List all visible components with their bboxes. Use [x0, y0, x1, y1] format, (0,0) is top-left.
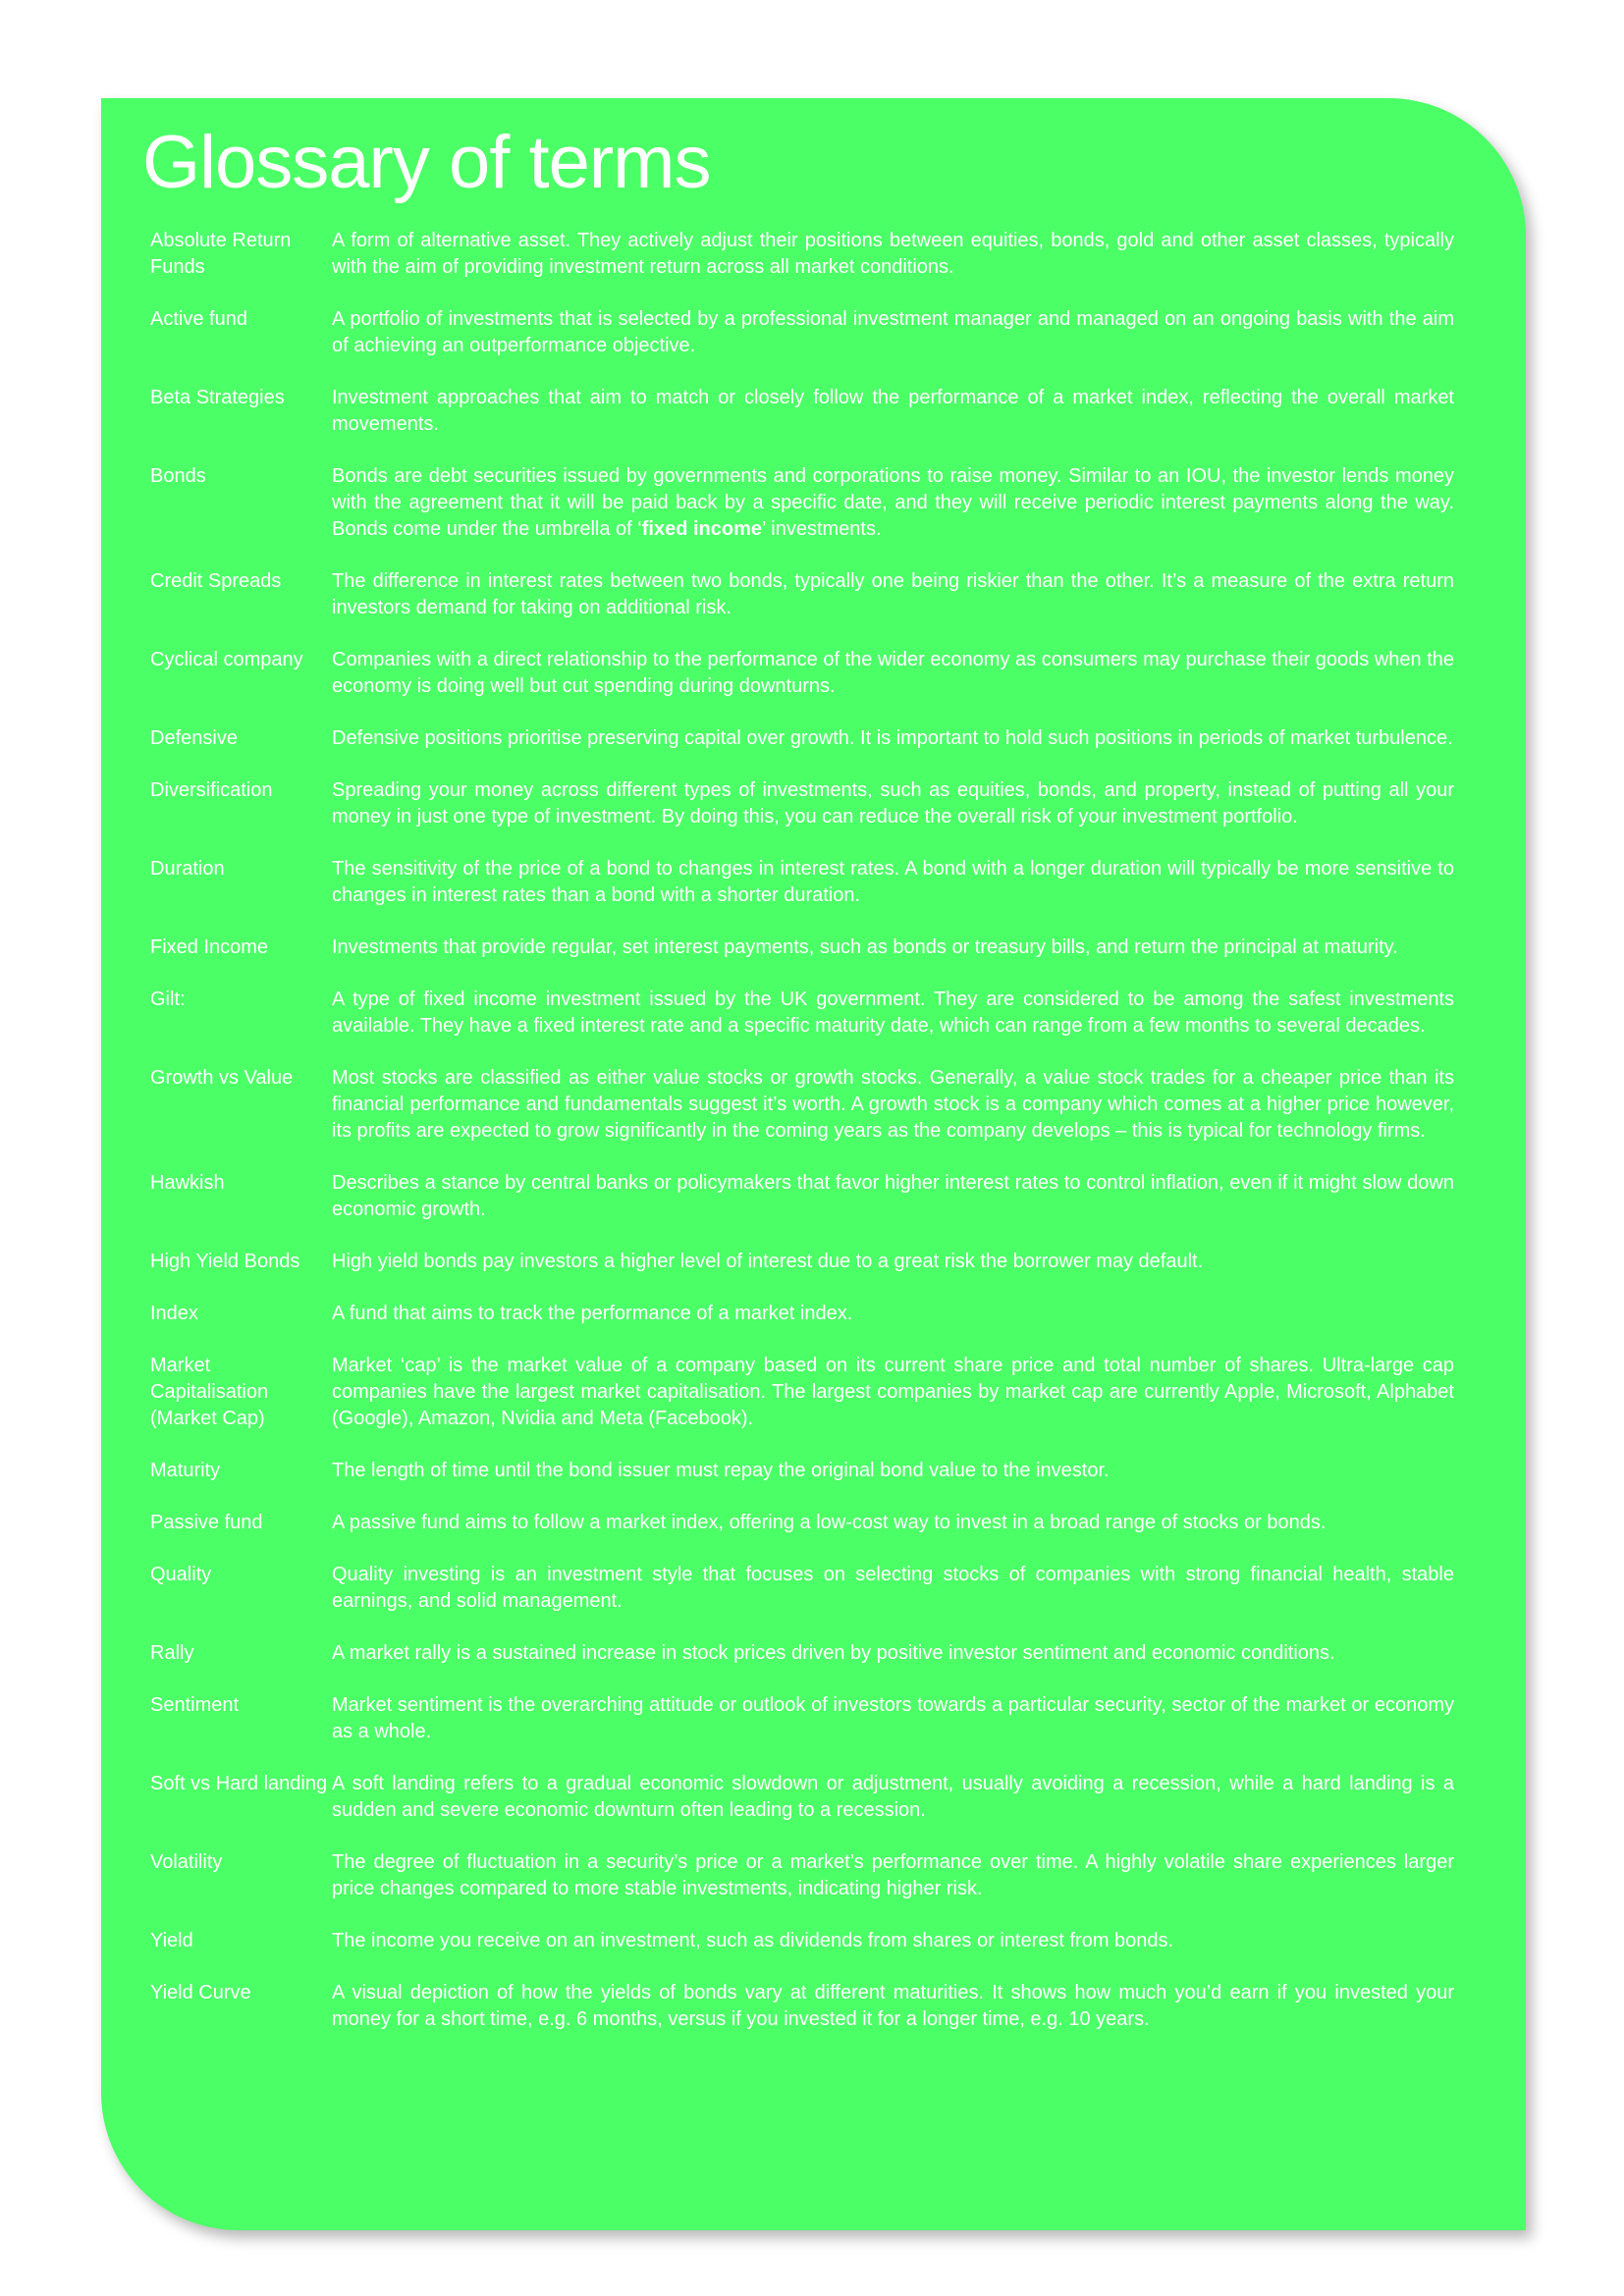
glossary-term: Yield: [150, 1930, 193, 1951]
glossary-definition: Most stocks are classified as either value stocks or growth stocks. Generally, a value stock trades for a cheaper price than its financial performance and fundamentals suggest it’s worth. A growth stock is a company which comes at a higher price however, its profits are expected to grow significantly in the coming years as the company develops – this is typical for technology firms.: [332, 1067, 1454, 1142]
glossary-entry: [150, 647, 1466, 700]
glossary-term: Credit Spreads: [150, 570, 282, 592]
glossary-term: Index: [150, 1303, 198, 1324]
definition-text: Bonds are debt securities issued by governments and corporations to raise money. Similar to an IOU, the investor lends money with the agreement that it will be paid back by a specific date, and they will receive periodic interest payments along the way. Bonds come under the umbrella of ‘: [332, 465, 1454, 540]
glossary-entry: [150, 1510, 1466, 1536]
glossary-term: Duration: [150, 858, 225, 880]
glossary-entry: [150, 385, 1466, 438]
glossary-entry: [150, 1692, 1466, 1745]
definition-text: ’ investments.: [762, 518, 882, 540]
glossary-definition: Spreading your money across different types of investments, such as equities, bonds, and property, instead of putting all your money in just one type of investment. By doing this, you can reduce the overall risk of your investment portfolio.: [332, 779, 1454, 828]
glossary-entry: [150, 463, 1466, 543]
glossary-definition: A passive fund aims to follow a market index, offering a low-cost way to invest in a broad range of stocks or bonds.: [332, 1512, 1326, 1533]
glossary-definition: Quality investing is an investment style that focuses on selecting stocks of companies with strong financial health, stable earnings, and solid management.: [332, 1564, 1454, 1612]
glossary-entry: [150, 725, 1466, 752]
glossary-definition: [332, 463, 1466, 543]
glossary-entry: [150, 1771, 1466, 1824]
glossary-entry: [150, 934, 1466, 961]
glossary-entry: [150, 1980, 1466, 2033]
glossary-definition: Investments that provide regular, set interest payments, such as bonds or treasury bills, and return the principal at maturity.: [332, 936, 1398, 958]
glossary-definition: A market rally is a sustained increase in stock prices driven by positive investor sentiment and economic conditions.: [332, 1642, 1335, 1664]
glossary-term: Quality: [150, 1564, 212, 1585]
glossary-entry: [150, 1249, 1466, 1275]
glossary-entry: [150, 1065, 1466, 1145]
glossary-term: Cyclical company: [150, 649, 303, 670]
glossary-entry: [150, 1301, 1466, 1327]
glossary-definition: Investment approaches that aim to match or closely follow the performance of a market index, reflecting the overall market movements.: [332, 387, 1454, 435]
definition-emphasis: fixed income: [641, 518, 762, 540]
glossary-entry: [150, 306, 1466, 359]
glossary-term: Defensive: [150, 727, 238, 749]
glossary-term: Growth vs Value: [150, 1067, 294, 1089]
glossary-term: Rally: [150, 1642, 194, 1664]
glossary-term: Gilt:: [150, 988, 186, 1010]
glossary-term: Hawkish: [150, 1172, 225, 1194]
glossary-definition: Companies with a direct relationship to the performance of the wider economy as consumers may purchase their goods when the economy is doing well but cut spending during downturns.: [332, 649, 1454, 697]
glossary-term: Diversification: [150, 779, 273, 801]
glossary-term: Maturity: [150, 1460, 221, 1481]
glossary-panel: [101, 98, 1526, 2230]
glossary-term: Market Capitalisation (Market Cap): [150, 1355, 269, 1429]
glossary-term: Bonds: [150, 465, 206, 487]
glossary-term: Absolute Return Funds: [150, 230, 292, 278]
glossary-entry: [150, 1353, 1466, 1432]
page-title: Glossary of terms: [142, 121, 711, 204]
glossary-definition: The sensitivity of the price of a bond to changes in interest rates. A bond with a longer duration will typically be more sensitive to changes in interest rates than a bond with a shorter duration.: [332, 858, 1454, 906]
glossary-entry: [150, 1458, 1466, 1484]
glossary-entry: [150, 1562, 1466, 1615]
glossary-definition: The degree of fluctuation in a security’s price or a market’s performance over time. A highly volatile share experiences larger price changes compared to more stable investments, indicating higher risk.: [332, 1851, 1454, 1899]
glossary-term: Yield Curve: [150, 1982, 251, 2003]
glossary-entry: [150, 1640, 1466, 1667]
glossary-entry: [150, 777, 1466, 830]
glossary-list: [150, 228, 1466, 2058]
glossary-term: Fixed Income: [150, 936, 269, 958]
glossary-term: Beta Strategies: [150, 387, 285, 408]
glossary-definition: High yield bonds pay investors a higher level of interest due to a great risk the borrower may default.: [332, 1251, 1204, 1272]
glossary-entry: [150, 856, 1466, 909]
glossary-term: Volatility: [150, 1851, 223, 1873]
glossary-term: Soft vs Hard landing: [150, 1773, 328, 1794]
glossary-term: Sentiment: [150, 1694, 240, 1716]
glossary-definition: A portfolio of investments that is selected by a professional investment manager and managed on an ongoing basis with the aim of achieving an outperformance objective.: [332, 308, 1454, 356]
glossary-term: High Yield Bonds: [150, 1251, 300, 1272]
glossary-term: Active fund: [150, 308, 247, 330]
glossary-definition: A form of alternative asset. They actively adjust their positions between equities, bonds, gold and other asset classes, typically with the aim of providing investment return across all market conditions.: [332, 230, 1454, 278]
glossary-definition: A fund that aims to track the performance of a market index.: [332, 1303, 853, 1324]
glossary-term: Passive fund: [150, 1512, 263, 1533]
glossary-entry: [150, 568, 1466, 621]
glossary-definition: Describes a stance by central banks or policymakers that favor higher interest rates to control inflation, even if it might slow down economic growth.: [332, 1172, 1454, 1220]
glossary-definition: A type of fixed income investment issued by the UK government. They are considered to be among the safest investments available. They have a fixed interest rate and a specific maturity date, which can range from a few months to several decades.: [332, 988, 1454, 1037]
glossary-definition: Defensive positions prioritise preserving capital over growth. It is important to hold such positions in periods of market turbulence.: [332, 727, 1453, 749]
glossary-entry: [150, 1928, 1466, 1954]
glossary-entry: [150, 1849, 1466, 1902]
glossary-definition: The difference in interest rates between two bonds, typically one being riskier than the other. It’s a measure of the extra return investors demand for taking on additional risk.: [332, 570, 1454, 618]
glossary-entry: [150, 1170, 1466, 1223]
glossary-definition: Market sentiment is the overarching attitude or outlook of investors towards a particular security, sector of the market or economy as a whole.: [332, 1694, 1454, 1742]
glossary-definition: A soft landing refers to a gradual economic slowdown or adjustment, usually avoiding a recession, while a hard landing is a sudden and severe economic downturn often leading to a recession.: [332, 1773, 1454, 1821]
glossary-definition: The income you receive on an investment, such as dividends from shares or interest from bonds.: [332, 1930, 1174, 1951]
glossary-entry: [150, 228, 1466, 281]
glossary-definition: Market ‘cap’ is the market value of a company based on its current share price and total number of shares. Ultra-large cap companies have the largest market capitalisation. The largest companies by market cap are currently Apple, Microsoft, Alphabet (Google), Amazon, Nvidia and Meta (Facebook).: [332, 1355, 1454, 1429]
glossary-definition: A visual depiction of how the yields of bonds vary at different maturities. It shows how much you’d earn if you invested your money for a short time, e.g. 6 months, versus if you invested it for a longer time, e.g. 10 years.: [332, 1982, 1454, 2030]
glossary-definition: The length of time until the bond issuer must repay the original bond value to the investor.: [332, 1460, 1110, 1481]
glossary-entry: [150, 987, 1466, 1040]
